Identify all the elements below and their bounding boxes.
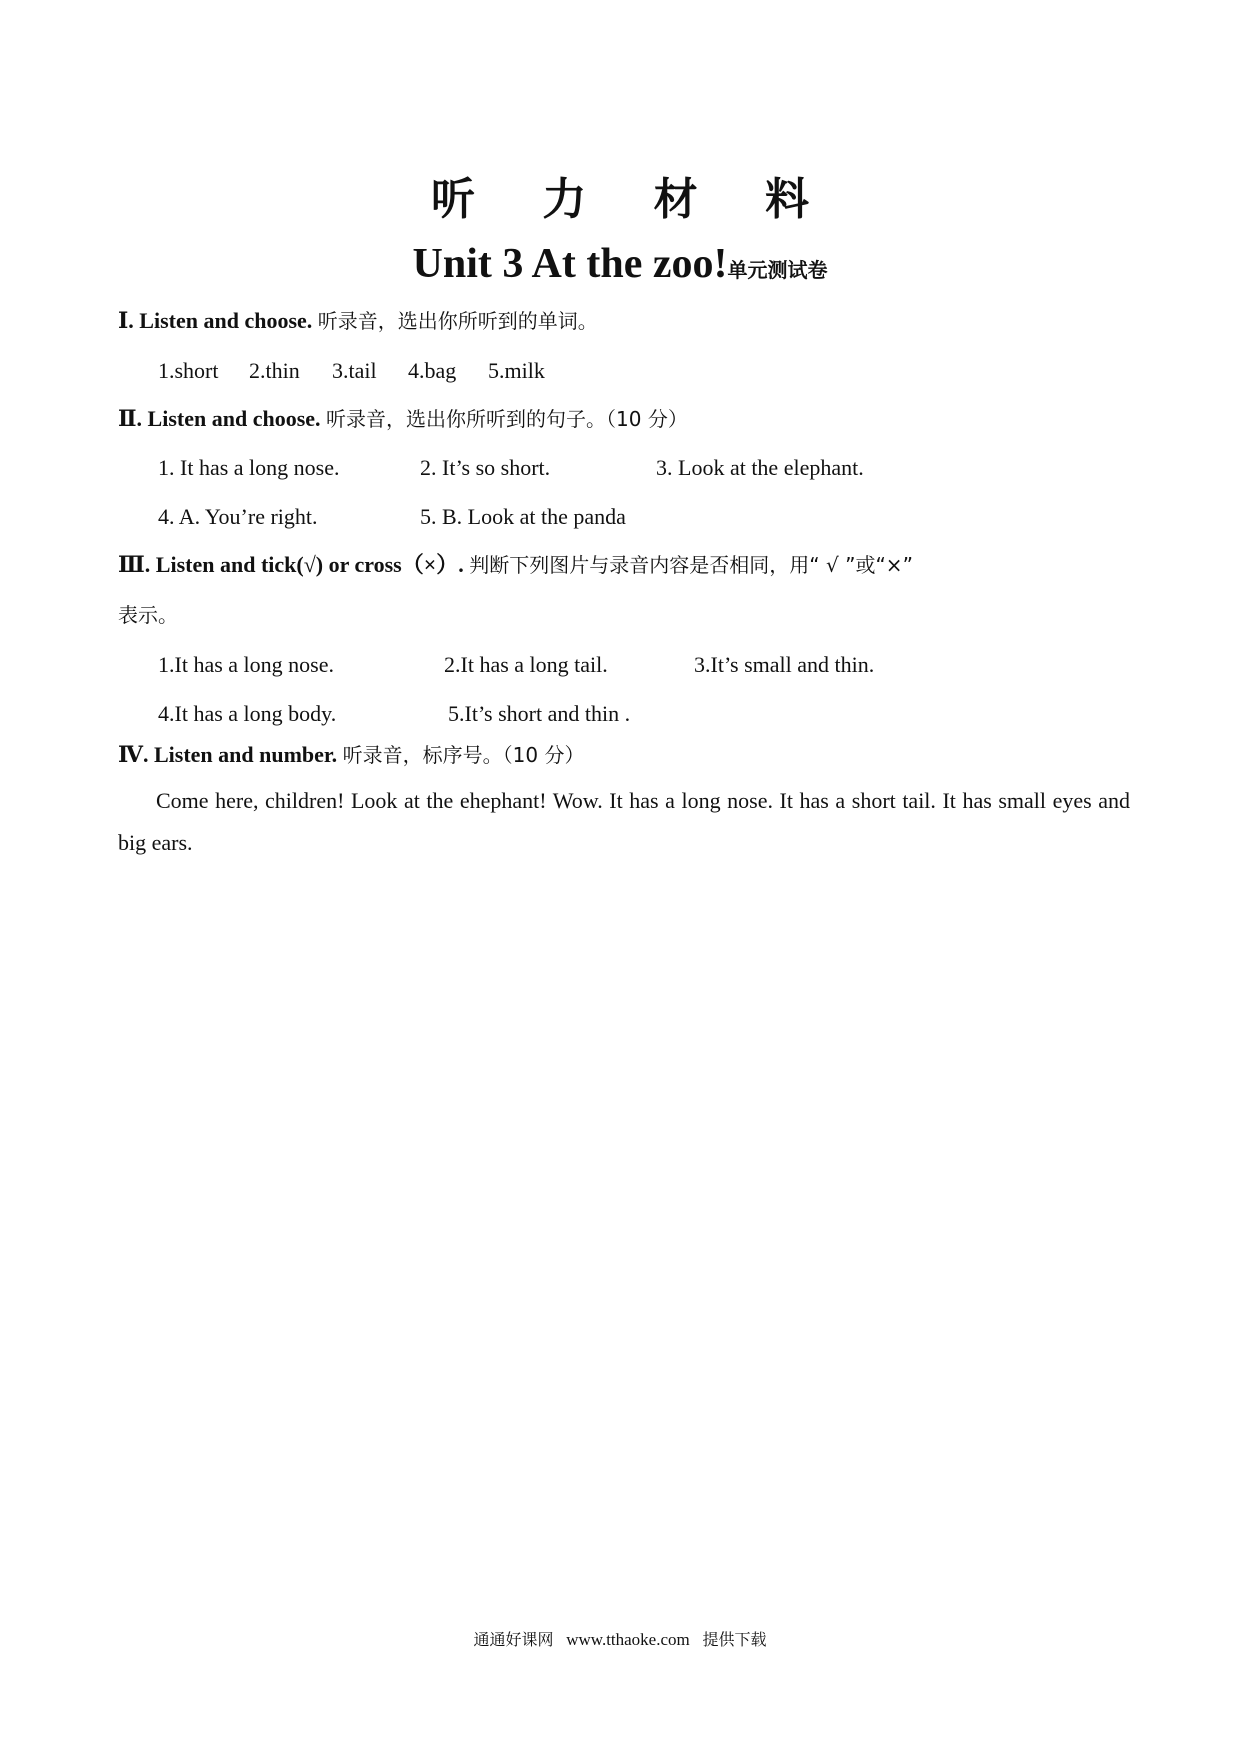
section-2-numeral: Ⅱ.	[118, 406, 143, 431]
section-2-instruction: 听录音，选出你所听到的句子。（10 分）	[326, 407, 688, 431]
list-item: 1.It has a long nose.	[158, 652, 334, 677]
list-item: 5.milk	[488, 358, 545, 383]
page-title: 听 力 材 料	[431, 174, 835, 225]
section-4-numeral: Ⅳ.	[118, 742, 149, 767]
list-item: 3.tail	[332, 358, 377, 383]
section-2-title: Listen and choose.	[147, 406, 321, 431]
section-3-instruction-continued	[118, 600, 178, 630]
list-item: 4.bag	[408, 358, 457, 383]
section-3-numeral: Ⅲ.	[118, 552, 151, 577]
list-item: 1. It has a long nose.	[158, 455, 340, 480]
section-4-paragraph: Come here, children! Look at the ehephant! Wow. It has a long nose. It has a short tail. It has small eyes and big ears.	[118, 788, 1130, 855]
section-1-title: Listen and choose.	[139, 308, 313, 333]
footer-site-name: 通通好课网	[473, 1630, 554, 1649]
section-3-title: Listen and tick(√) or cross（×）.	[155, 552, 464, 577]
subtitle-chinese: 单元测试卷	[727, 258, 828, 282]
list-item: 2.thin	[249, 358, 300, 383]
list-item: 5. B. Look at the panda	[420, 504, 626, 529]
section-3-instruction-tail: 表示。	[118, 603, 178, 627]
list-item: 2. It’s so short.	[420, 455, 551, 480]
section-4-title: Listen and number.	[153, 742, 338, 767]
section-3-heading	[118, 550, 913, 580]
section-2-heading	[118, 404, 688, 434]
page-footer	[0, 1628, 1240, 1652]
list-item: 4. A. You’re right.	[158, 504, 318, 529]
list-item: 1.short	[158, 358, 219, 383]
subtitle-english: Unit 3 At the zoo!	[412, 241, 728, 287]
footer-url: www.tthaoke.com	[566, 1630, 690, 1649]
section-1-instruction: 听录音，选出你所听到的单词。	[317, 309, 598, 333]
footer-suffix: 提供下载	[702, 1630, 767, 1649]
list-item: 5.It’s short and thin .	[448, 701, 631, 726]
section-1-heading	[118, 306, 598, 336]
section-3-instruction: 判断下列图片与录音内容是否相同，用“ √ ”或“×”	[469, 553, 913, 577]
section-4-heading	[118, 740, 584, 770]
list-item: 4.It has a long body.	[158, 701, 337, 726]
section-4-instruction: 听录音，标序号。（10 分）	[342, 743, 585, 767]
list-item: 2.It has a long tail.	[444, 652, 608, 677]
list-item: 3.It’s small and thin.	[694, 652, 875, 677]
page-subtitle	[0, 236, 1240, 298]
list-item: 3. Look at the elephant.	[656, 455, 864, 480]
section-1-numeral: Ⅰ.	[118, 308, 134, 333]
